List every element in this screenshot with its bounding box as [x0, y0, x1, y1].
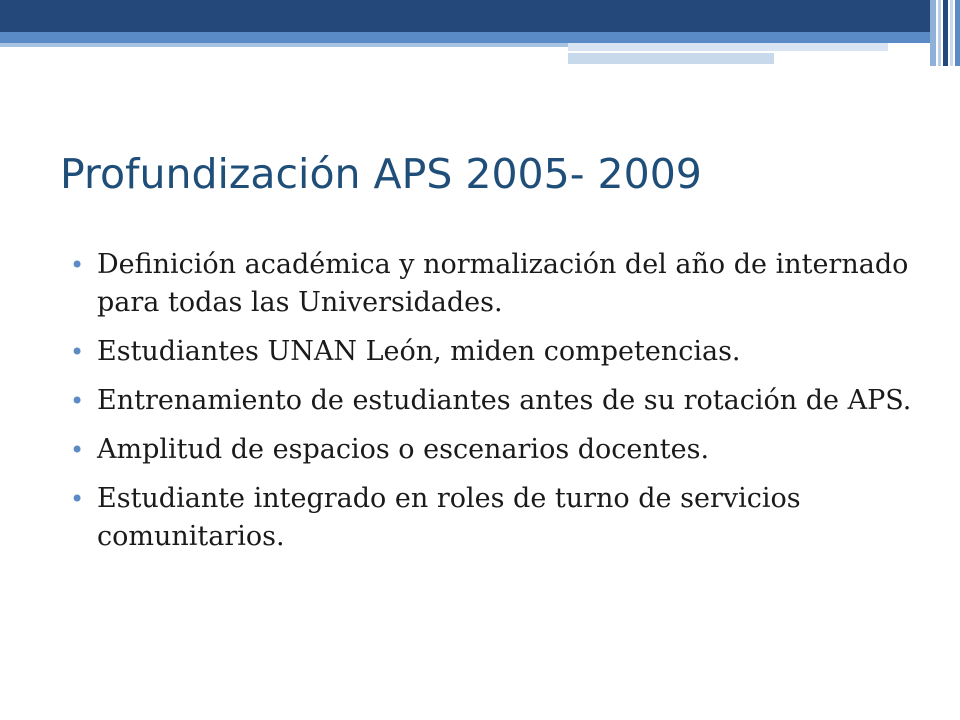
bullet-item [70, 246, 920, 322]
bullet-icon: • [70, 485, 85, 513]
bullet-item [70, 431, 920, 469]
bullet-icon: • [70, 387, 85, 415]
bullet-icon: • [70, 251, 85, 279]
bullet-item [70, 382, 920, 420]
header-right-bars [930, 0, 960, 66]
bullet-icon: • [70, 338, 85, 366]
bullet-item [70, 333, 920, 371]
right-bar [930, 0, 936, 66]
header-band-light [0, 43, 568, 47]
right-bar [943, 0, 948, 66]
bullet-text: Estudiantes UNAN León, miden competencias. [97, 336, 741, 367]
right-bar [950, 0, 953, 66]
header-band-dark [0, 0, 930, 32]
bullet-icon: • [70, 436, 85, 464]
header-band-mid [0, 32, 930, 43]
bullet-text: Amplitud de espacios o escenarios docentes. [97, 434, 710, 465]
header-band-stub [568, 53, 774, 64]
bullet-list [70, 246, 920, 567]
bullet-text: Definición académica y normalización del año de internado para todas las Universidades. [97, 249, 909, 318]
slide-title: Profundización APS 2005- 2009 [60, 150, 702, 198]
header-decoration [0, 0, 960, 70]
bullet-text: Entrenamiento de estudiantes antes de su rotación de APS. [97, 385, 912, 416]
bullet-text: Estudiante integrado en roles de turno de servicios comunitarios. [97, 483, 801, 552]
right-bar [938, 0, 941, 66]
right-bar [955, 0, 960, 66]
header-band-stub-inner [568, 43, 888, 51]
bullet-item [70, 480, 920, 556]
